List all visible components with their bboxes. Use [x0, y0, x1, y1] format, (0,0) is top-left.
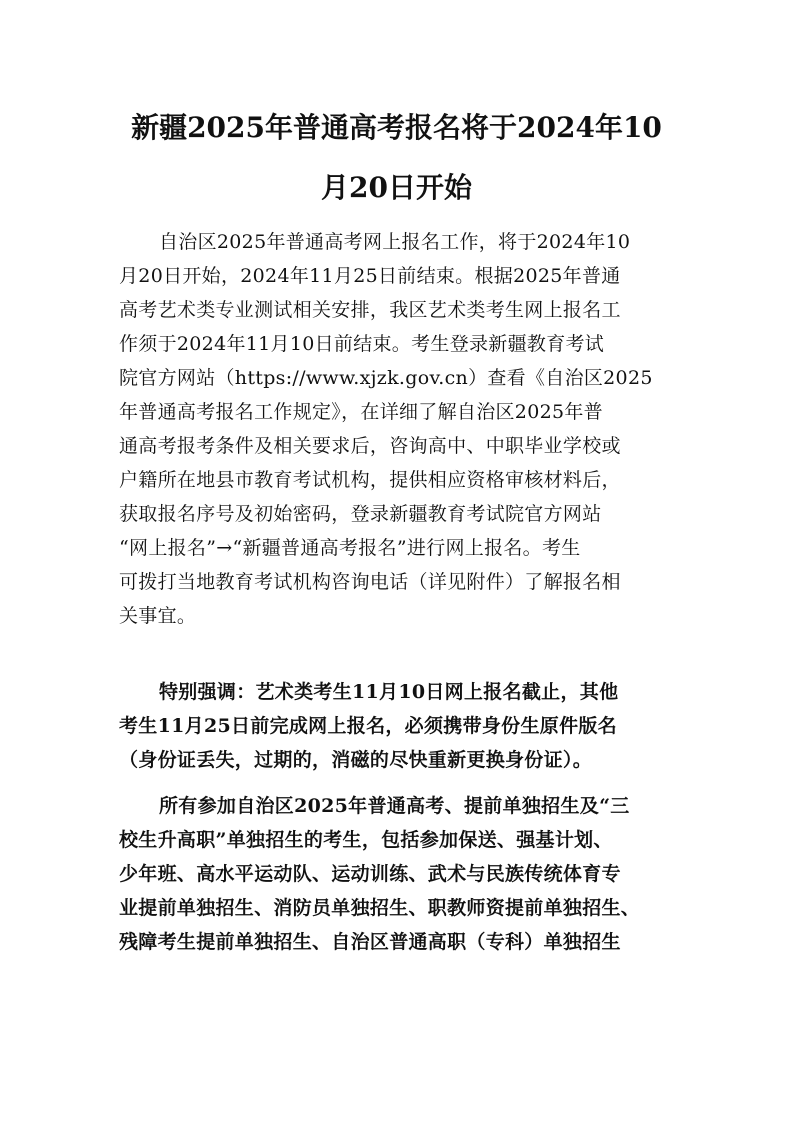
paragraph-line: 通高考报考条件及相关要求后，咨询高中、中职毕业学校或	[119, 435, 621, 457]
paragraph-line: 特别强调：艺术类考生11月10日网上报名截止，其他	[159, 681, 619, 703]
paragraph-line: 残障考生提前单独招生、自治区普通高职（专科）单独招生	[119, 931, 621, 953]
paragraph-line: 月20日开始，2024年11月25日前结束。根据2025年普通	[119, 265, 621, 287]
paragraph-line: （身份证丢失，过期的，消磁的尽快重新更换身份证）。	[119, 749, 593, 771]
paragraph-line: 作须于2024年11月10日前结束。考生登录新疆教育考试	[119, 333, 605, 355]
paragraph-line: 关事宜。	[119, 605, 197, 627]
title-line-1: 新疆2025年普通高考报名将于2024年10	[131, 111, 662, 144]
paragraph-line: 所有参加自治区2025年普通高考、提前单独招生及“三	[159, 795, 630, 817]
paragraph-line: 可拨打当地教育考试机构咨询电话（详见附件）了解报名相	[119, 571, 621, 593]
paragraph-line: 考生11月25日前完成网上报名，必须携带身份生原件版名	[119, 715, 617, 737]
paragraph-line: 高考艺术类专业测试相关安排，我区艺术类考生网上报名工	[119, 299, 621, 321]
paragraph-line: 校生升高职”单独招生的考生，包括参加保送、强基计划、	[119, 829, 613, 851]
paragraph-line: 少年班、高水平运动队、运动训练、武术与民族传统体育专	[119, 863, 621, 885]
paragraph-line: 院官方网站（https://www.xjzk.gov.cn）查看《自治区2025	[119, 367, 653, 389]
paragraph-line: 业提前单独招生、消防员单独招生、职教师资提前单独招生、	[119, 897, 641, 919]
title-line-2: 月20日开始	[321, 171, 472, 204]
paragraph-line: 自治区2025年普通高考网上报名工作，将于2024年10	[159, 231, 631, 253]
paragraph-line: 年普通高考报名工作规定》，在详细了解自治区2025年普	[119, 401, 603, 423]
paragraph-line: 户籍所在地县市教育考试机构，提供相应资格审核材料后，	[119, 469, 621, 491]
paragraph-line: 获取报名序号及初始密码，登录新疆教育考试院官方网站	[119, 503, 602, 525]
paragraph-line: “网上报名”→“新疆普通高考报名”进行网上报名。考生	[119, 537, 581, 559]
